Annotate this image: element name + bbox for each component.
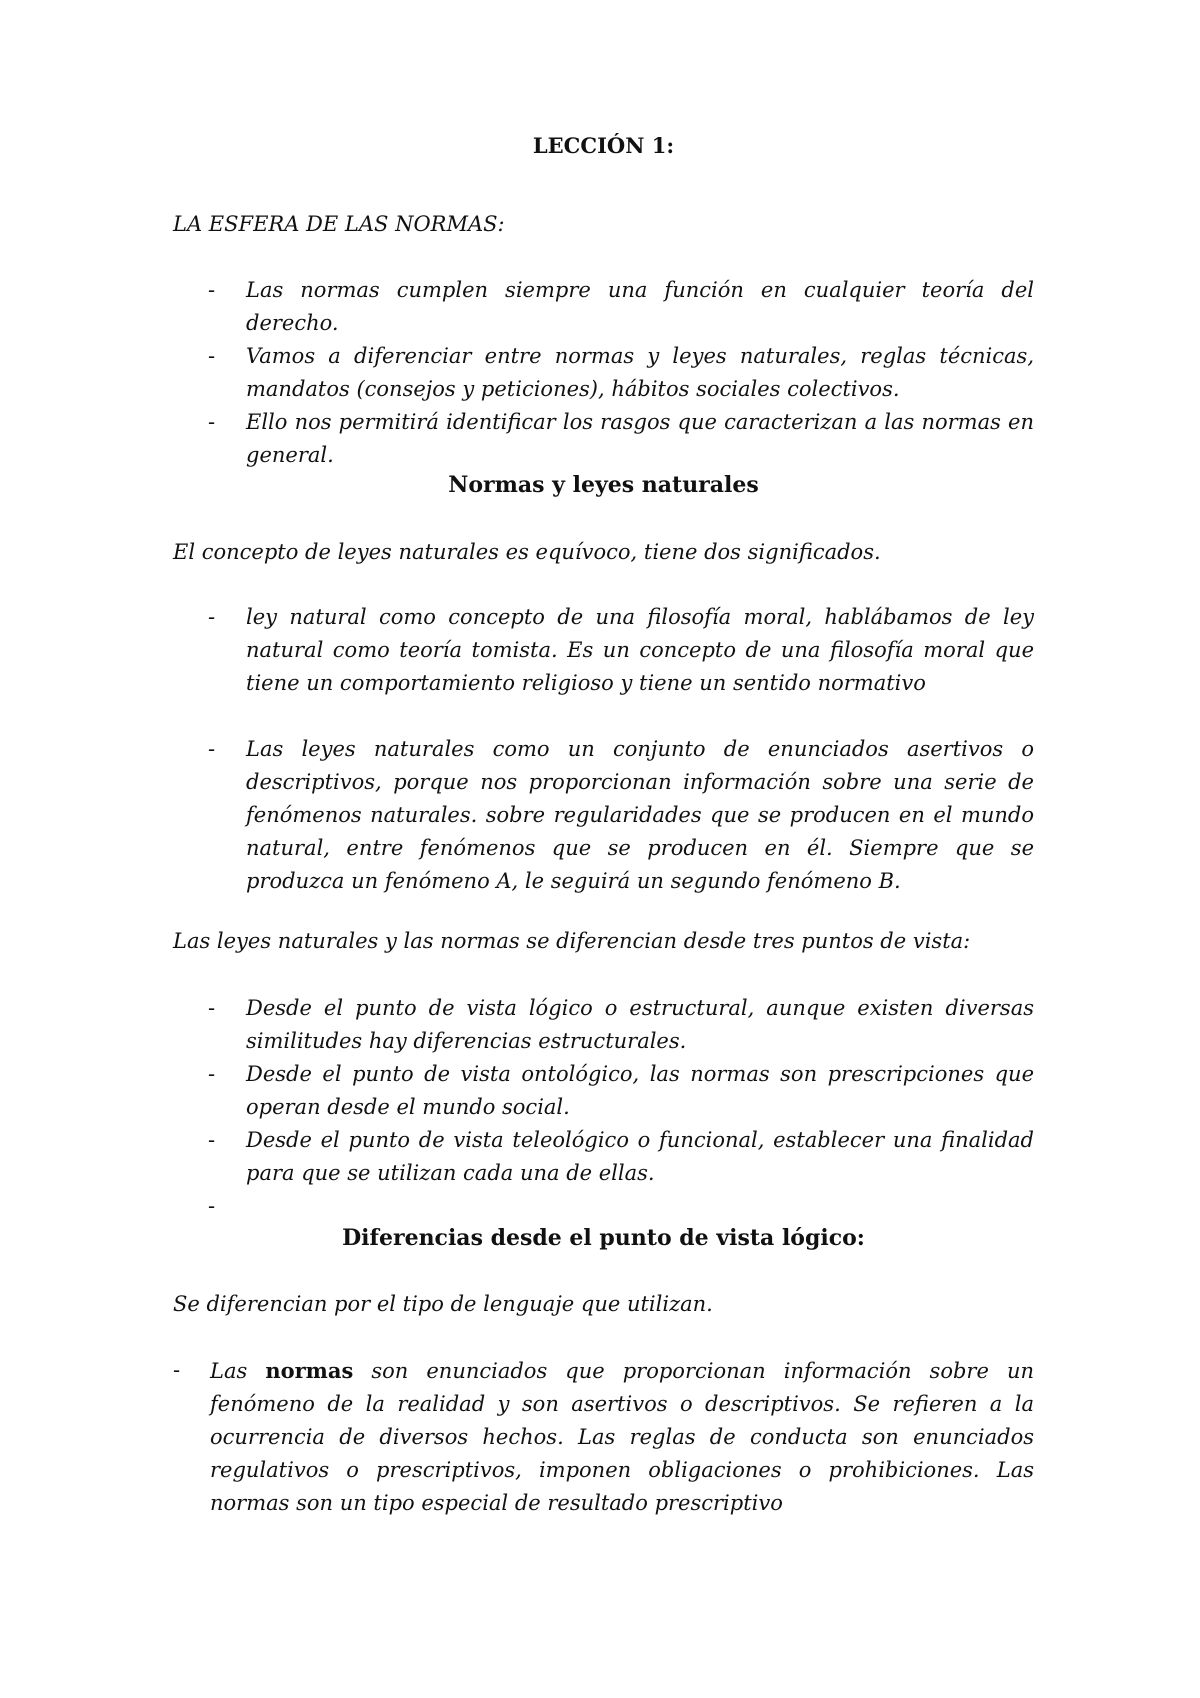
intro-list	[173, 274, 1034, 472]
natural-laws-list	[173, 601, 1034, 898]
section-heading: Normas y leyes naturales	[448, 472, 759, 498]
item-prefix: Las	[210, 1359, 248, 1383]
list-item: - Desde el punto de vista teleológico o funcional, establecer una finalidad para que se utilizan cada una de ellas.	[173, 1124, 1034, 1190]
list-item-empty	[173, 1190, 1034, 1223]
viewpoints-list	[173, 992, 1034, 1223]
item-bold-term: normas	[265, 1358, 354, 1383]
section-label: LA ESFERA DE LAS NORMAS:	[173, 212, 505, 236]
logic-differences-list	[173, 1354, 1034, 1520]
list-item: - ley natural como concepto de una filosofía moral, hablábamos de ley natural como teoría tomista. Es un concepto de una filosofía moral que tiene un comportamiento religioso y tiene un sentido normativo	[173, 601, 1034, 700]
list-item	[173, 1354, 1034, 1520]
list-item: - Las leyes naturales como un conjunto de enunciados asertivos o descriptivos, porque nos proporcionan información sobre una serie de fenómenos naturales. sobre regularidades que se producen en el mundo natural, entre fenómenos que se producen en él. Siempre que se produzca un fenómeno A, le seguirá un segundo fenómeno B.	[173, 733, 1034, 898]
list-item: - Desde el punto de vista ontológico, las normas son prescripciones que operan desde el mundo social.	[173, 1058, 1034, 1124]
dash-bullet: -	[173, 1358, 181, 1382]
list-item: - Desde el punto de vista lógico o estructural, aunque existen diversas similitudes hay diferencias estructurales.	[173, 992, 1034, 1058]
section-heading: Diferencias desde el punto de vista lógico:	[342, 1225, 865, 1251]
list-item: - Vamos a diferenciar entre normas y leyes naturales, reglas técnicas, mandatos (consejos y peticiones), hábitos sociales colectivos.	[173, 340, 1034, 406]
paragraph: El concepto de leyes naturales es equívoco, tiene dos significados.	[173, 540, 881, 564]
paragraph: Se diferencian por el tipo de lenguaje que utilizan.	[173, 1292, 713, 1316]
list-item: - Las normas cumplen siempre una función en cualquier teoría del derecho.	[173, 274, 1034, 340]
document-title: LECCIÓN 1:	[532, 133, 675, 158]
item-rest: son enunciados que proporcionan información sobre un fenómeno de la realidad y son asertivos o descriptivos. Se refieren a la ocurrencia de diversos hechos. Las reglas de conducta son enunciados regulativos o prescriptivos, imponen obligaciones o prohibiciones. Las normas son un tipo especial de resultado prescriptivo	[210, 1359, 1034, 1515]
paragraph: Las leyes naturales y las normas se diferencian desde tres puntos de vista:	[173, 929, 971, 953]
list-item: - Ello nos permitirá identificar los rasgos que caracterizan a las normas en general.	[173, 406, 1034, 472]
